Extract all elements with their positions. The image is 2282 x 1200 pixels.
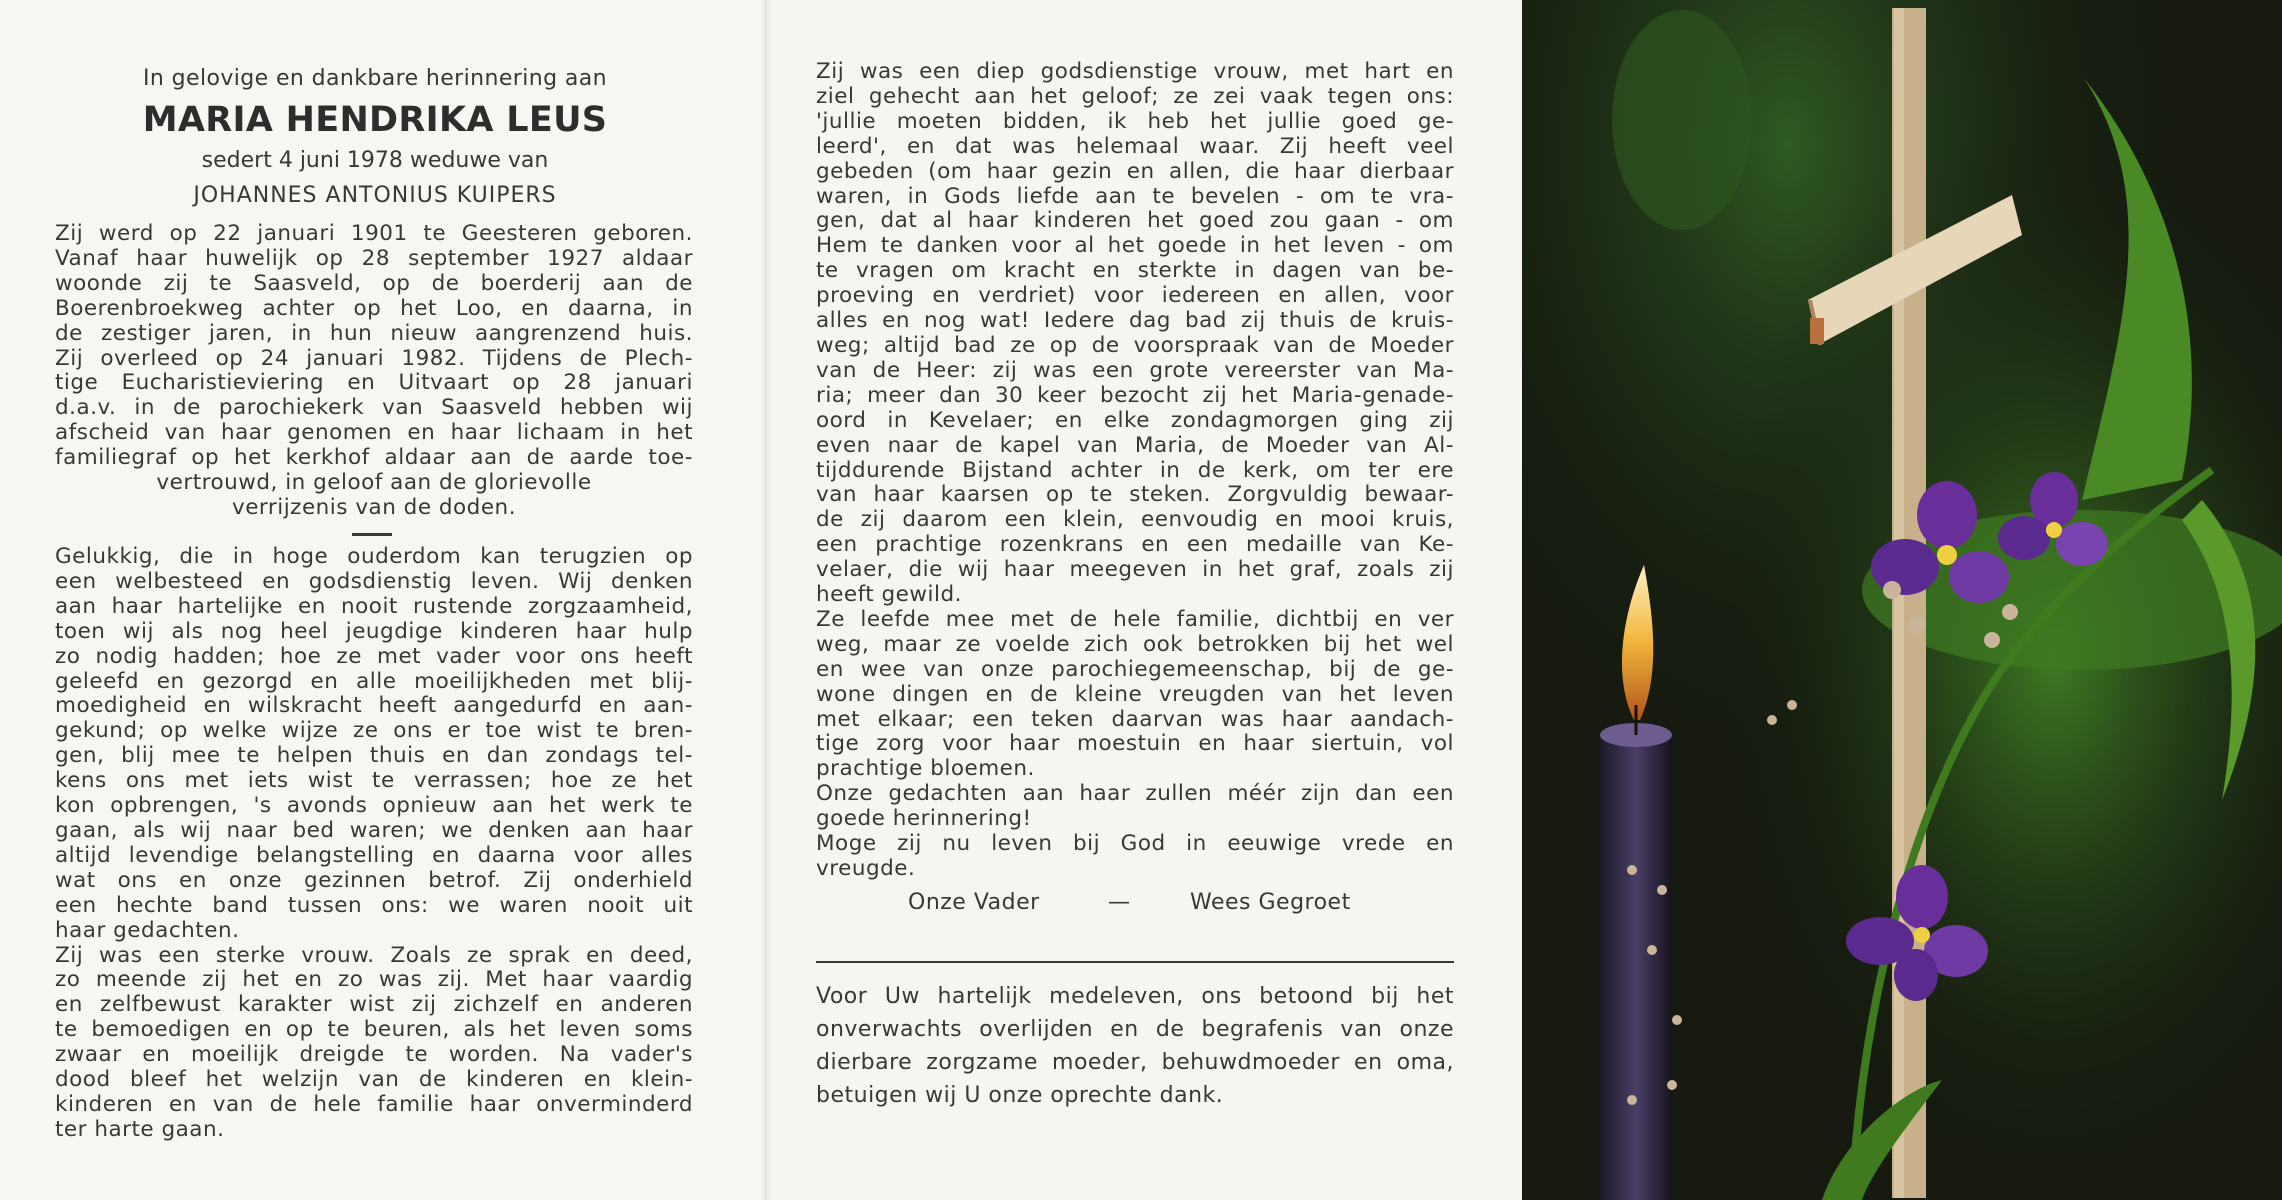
tribute-line: aan haar hartelijke en nooit rustende zorgzaamheid,	[55, 593, 693, 619]
faith-line: goede herinnering!	[816, 806, 1032, 832]
tribute-line: zo meende zij het en zo was zij. Met haar vaardig	[55, 967, 693, 993]
intro-line: In gelovige en dankbare herinnering aan	[143, 66, 607, 91]
bio-line: Boerenbroekweg achter op het Loo, en daarna, in	[55, 295, 693, 321]
faith-line: te vragen om kracht en sterkte in dagen van be-	[816, 258, 1454, 284]
deceased-name: MARIA HENDRIKA LEUS	[142, 100, 608, 140]
tribute-line: kon opbrengen, 's avonds opnieuw aan het werk te	[55, 793, 693, 819]
tribute-line: moedigheid en wilskracht heeft aangedurfd en aan-	[55, 693, 693, 719]
bio-line: Vanaf haar huwelijk op 28 september 1927 aldaar	[55, 245, 693, 271]
thanks-line: dierbare zorgzame moeder, behuwdmoeder en oma,	[816, 1050, 1454, 1075]
faith-line: een prachtige rozenkrans en een medaille van Ke-	[816, 532, 1454, 558]
prayer-our-father: Onze Vader	[908, 890, 1040, 915]
faith-line: Ze leefde mee met de hele familie, dichtbij en ver	[816, 606, 1454, 632]
thanks-line: Voor Uw hartelijk medeleven, ons betoond bij het	[816, 984, 1454, 1009]
faith-line: tijddurende Bijstand achter in de kerk, om ter ere	[816, 457, 1454, 483]
faith-line: met elkaar; een teken daarvan was haar aandach-	[816, 706, 1454, 732]
faith-line: alles en nog wat! Iedere dag bad zij thuis de kruis-	[816, 308, 1454, 334]
faith-line: vreugde.	[816, 856, 916, 881]
tribute-line: Gelukkig, die in hoge ouderdom kan terugzien op	[55, 544, 693, 569]
tribute-line: ter harte gaan.	[55, 1116, 225, 1142]
faith-line: leerd', en dat was helemaal waar. Zij heeft veel	[816, 133, 1454, 159]
faith-line: de zij daarom een klein, eenvoudig en mooi kruis,	[816, 507, 1454, 533]
faith-line: Hem te danken voor al het goede in het leven - om	[816, 233, 1454, 259]
divider-line	[816, 961, 1454, 963]
thanks-line: onverwachts overlijden en de begrafenis van onze	[816, 1017, 1454, 1042]
tribute-line: gen, blij mee te helpen thuis en dan zondags tel-	[55, 743, 693, 769]
faith-line: Zij was een diep godsdienstige vrouw, met hart en	[816, 59, 1454, 84]
tribute-line: kinderen en van de hele familie haar onverminderd	[55, 1091, 693, 1117]
thanks-paragraph	[816, 980, 1454, 1112]
thanks-line: betuigen wij U onze oprechte dank.	[816, 1083, 1224, 1108]
faith-line: heeft gewild.	[816, 582, 962, 608]
prayer-dash: —	[1108, 890, 1131, 915]
tribute-line: gaan, als wij naar bed waren; we denken aan haar	[55, 817, 693, 843]
bio-line: vertrouwd, in geloof aan de glorievolle	[156, 470, 592, 496]
tribute-line: geleefd en gezorgd en alle moeilijkheden met blij-	[55, 668, 693, 694]
faith-line: weg; altijd bad ze op de voorspraak van de Moeder	[816, 332, 1454, 358]
bio-line: familiegraf op het kerkhof aldaar aan de aarde toe-	[55, 445, 693, 471]
section-separator	[352, 533, 392, 536]
bio-line: d.a.v. in de parochiekerk van Saasveld hebben wij	[55, 395, 693, 421]
faith-line: weg, maar ze voelde zich ook betrokken bij het wel	[816, 631, 1454, 657]
faith-line: ziel gehecht aan het geloof; ze zei vaak tegen ons:	[816, 83, 1454, 109]
tribute-line: zo nodig hadden; hoe ze met vader voor ons heeft	[55, 643, 693, 669]
faith-line: wone dingen en de kleine vreugden van het leven	[816, 681, 1454, 707]
faith-line: van haar kaarsen op te steken. Zorgvuldig bewaar-	[816, 482, 1454, 508]
widow-line: sedert 4 juni 1978 weduwe van	[201, 148, 549, 173]
faith-line: Moge zij nu leven bij God in eeuwige vrede en	[816, 831, 1454, 857]
faith-line: proeving en verdriet) voor iedereen en allen, voor	[816, 283, 1454, 309]
tribute-line: te bemoedigen en op te beuren, als het leven soms	[55, 1017, 693, 1043]
tribute-line: dood bleef het welzijn van de kinderen en klein-	[55, 1067, 693, 1093]
tribute-line: een hechte band tussen ons: we waren nooit uit	[55, 892, 693, 918]
bio-line: afscheid van haar genomen en haar lichaam in het	[55, 420, 693, 446]
bio-line: de zestiger jaren, in hun nieuw aangrenzend huis.	[55, 320, 693, 346]
faith-line: van de Heer: zij was een grote vereerster van Ma-	[816, 357, 1454, 383]
biography-paragraph	[55, 222, 693, 521]
tribute-line: gekund; op welke wijze ze ons er toe wist te bren-	[55, 718, 693, 744]
faith-line: gen, dat al haar kinderen het goed zou gaan - om	[816, 208, 1454, 234]
bio-line: Zij overleed op 24 januari 1982. Tijdens de Plech-	[55, 345, 693, 371]
tribute-line: en zelfbewust karakter wist zij zichzelf en anderen	[55, 992, 693, 1018]
faith-line: tige zorg voor haar moestuin en haar siertuin, vol	[816, 731, 1454, 757]
faith-line: en wee van onze parochiegemeenschap, bij de ge-	[816, 656, 1454, 682]
bio-line: Zij werd op 22 januari 1901 te Geesteren geboren.	[55, 221, 693, 246]
husband-name: JOHANNES ANTONIUS KUIPERS	[193, 183, 557, 208]
faith-line: waren, in Gods liefde aan te bevelen - om te vra-	[816, 183, 1454, 209]
tribute-line: kens ons met iets wist te verrassen; hoe ze het	[55, 768, 693, 794]
tribute-line: altijd levendige belangstelling en daarna voor alles	[55, 842, 693, 868]
prayer-hail-mary: Wees Gegroet	[1190, 890, 1351, 915]
page-fold	[759, 0, 773, 1200]
photo-illustration	[1522, 0, 2282, 1200]
tribute-line: een welbesteed en godsdienstig leven. Wij denken	[55, 568, 693, 594]
tribute-line: zwaar en moeilijk dreigde te worden. Na vader's	[55, 1042, 693, 1068]
bio-line: tige Eucharistieviering en Uitvaart op 28 januari	[55, 370, 693, 396]
tribute-paragraph	[55, 545, 693, 1143]
bio-line: woonde zij te Saasveld, op de boerderij aan de	[55, 270, 693, 296]
faith-paragraph	[816, 60, 1454, 882]
faith-line: gebeden (om haar gezin en allen, die haar dierbaar	[816, 158, 1454, 184]
card-left-panel	[0, 0, 765, 1200]
faith-line: even naar de kapel van Maria, de Moeder van Al-	[816, 432, 1454, 458]
tribute-line: Zij was een sterke vrouw. Zoals ze sprak en deed,	[55, 942, 693, 968]
bio-line: verrijzenis van de doden.	[231, 494, 517, 520]
faith-line: prachtige bloemen.	[816, 756, 1035, 782]
tribute-line: wat ons en onze gezinnen betrof. Zij onderhield	[55, 867, 693, 893]
faith-line: ria; meer dan 30 keer bezocht zij het Maria-genade-	[816, 382, 1454, 408]
faith-line: oord in Kevelaer; en elke zondagmorgen ging zij	[816, 407, 1454, 433]
tribute-line: haar gedachten.	[55, 917, 240, 943]
faith-line: velaer, die wij haar meegeven in het graf, zoals zij	[816, 557, 1454, 583]
faith-line: Onze gedachten aan haar zullen méér zijn dan een	[816, 781, 1454, 807]
faith-line: 'jullie moeten bidden, ik heb het jullie goed ge-	[816, 108, 1454, 134]
memorial-photo	[1522, 0, 2282, 1200]
tribute-line: toen wij als nog heel jeugdige kinderen haar hulp	[55, 618, 693, 644]
